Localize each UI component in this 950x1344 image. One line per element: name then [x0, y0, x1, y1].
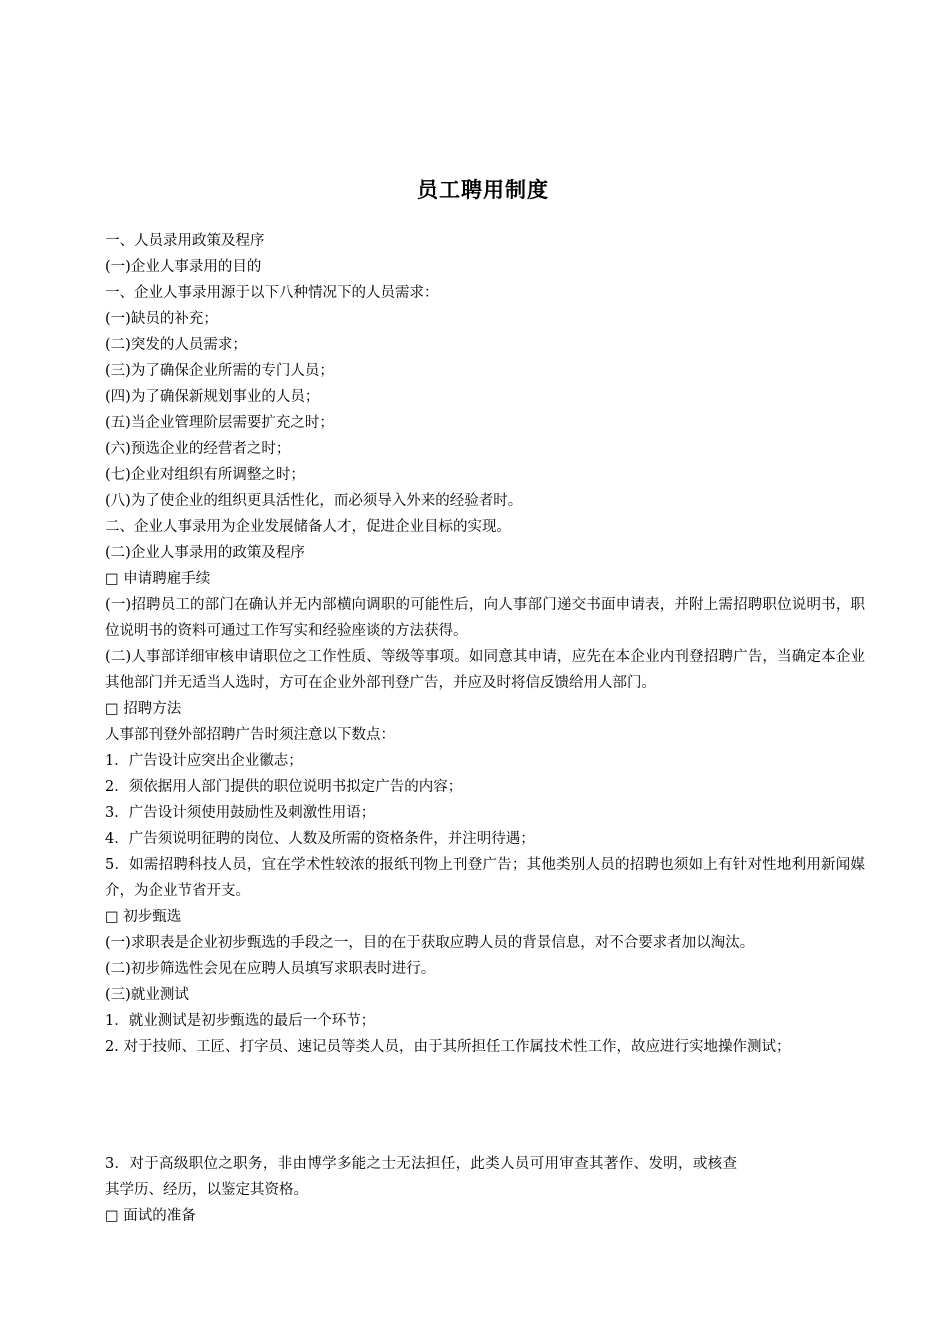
- list-item: 4．广告须说明征聘的岗位、人数及所需的资格条件，并注明待遇；: [105, 831, 535, 847]
- list-item: (一)缺员的补充；: [105, 311, 218, 327]
- subsection-heading: (一)企业人事录用的目的: [105, 259, 262, 275]
- list-item: 5．如需招聘科技人员，宜在学术性较浓的报纸刊物上刊登广告；其他类别人员的招聘也须如上有针对性地利用新闻媒介，为企业节省开支。: [105, 857, 865, 899]
- list-item: (六)预选企业的经营者之时；: [105, 441, 291, 457]
- list-item: 3．对于高级职位之职务，非由博学多能之士无法担任，此类人员可用审查其著作、发明，或核查其学历、经历，以鉴定其资格。: [105, 1156, 737, 1198]
- paragraph: (二)人事部详细审核申请职位之工作性质、等级等事项。如同意其申请，应先在本企业内刊登招聘广告，当确定本企业其他部门并无适当人选时，方可在企业外部刊登广告，并应及时将信反馈给用人部门。: [105, 649, 865, 691]
- page-title: 员工聘用制度: [417, 178, 549, 202]
- list-item: 1．就业测试是初步甄选的最后一个环节；: [105, 1013, 376, 1029]
- checkbox-heading: □ 招聘方法: [105, 701, 182, 717]
- list-item: (五)当企业管理阶层需要扩充之时；: [105, 415, 334, 431]
- paragraph: (二)初步筛选性会见在应聘人员填写求职表时进行。: [105, 961, 436, 977]
- subsection-heading: (三)就业测试: [105, 987, 189, 1003]
- list-item: 1．广告设计应突出企业徽志；: [105, 753, 303, 769]
- list-item: (四)为了确保新规划事业的人员；: [105, 389, 320, 405]
- checkbox-heading: □ 面试的准备: [105, 1208, 196, 1224]
- paragraph: (一)求职表是企业初步甄选的手段之一，目的在于获取应聘人员的背景信息，对不合要求者加以淘汰。: [105, 935, 755, 951]
- subsection-heading: (二)企业人事录用的政策及程序: [105, 545, 305, 561]
- document-body-part-2: [105, 1151, 865, 1229]
- checkbox-heading: □ 初步甄选: [105, 909, 182, 925]
- paragraph: (一)招聘员工的部门在确认并无内部横向调职的可能性后，向人事部门递交书面申请表，并附上需招聘职位说明书，职位说明书的资料可通过工作写实和经验座谈的方法获得。: [105, 597, 865, 639]
- document-body-part-1: [105, 228, 865, 1060]
- paragraph: 一、企业人事录用源于以下八种情况下的人员需求：: [105, 285, 439, 301]
- section-heading: 一、人员录用政策及程序: [105, 233, 265, 249]
- list-item: (七)企业对组织有所调整之时；: [105, 467, 305, 483]
- list-item: 2．须依据用人部门提供的职位说明书拟定广告的内容；: [105, 779, 463, 795]
- paragraph: 二、企业人事录用为企业发展储备人才，促进企业目标的实现。: [105, 519, 511, 535]
- list-item: 3．广告设计须使用鼓励性及刺激性用语；: [105, 805, 376, 821]
- checkbox-heading: □ 申请聘雇手续: [105, 571, 211, 587]
- list-item: 2. 对于技师、工匠、打字员、速记员等类人员，由于其所担任工作属技术性工作，故应进行实地操作测试；: [105, 1039, 791, 1055]
- list-item: (三)为了确保企业所需的专门人员；: [105, 363, 334, 379]
- list-item: (八)为了使企业的组织更具活性化，而必须导入外来的经验者时。: [105, 493, 523, 509]
- list-item: (二)突发的人员需求；: [105, 337, 247, 353]
- paragraph: 人事部刊登外部招聘广告时须注意以下数点：: [105, 727, 395, 743]
